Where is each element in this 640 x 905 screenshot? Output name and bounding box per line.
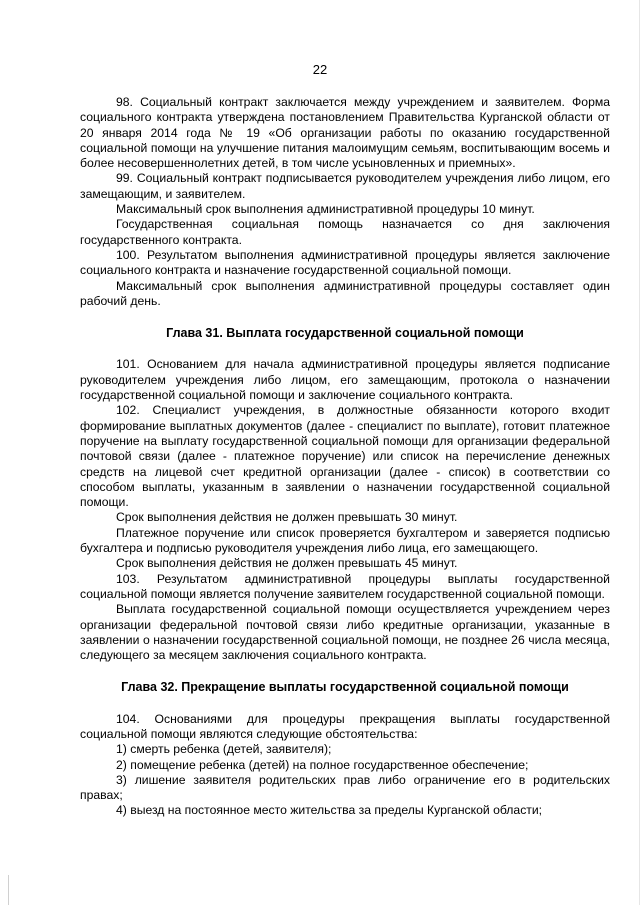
paragraph-102: 102. Специалист учреждения, в должностные обязанности которого входит формирование выплатных документов (далее - специалист по выплате), готовит платежное поручение на выплату государственной социальной помощи для организации федеральной почтовой связи (далее - платежное поручение) или список на перечисление денежных средств на лицевой счет кредитной организации (далее - список) в соответствии со способом выплаты, указанным в заявлении о назначении государственной социальной помощи. — [80, 403, 610, 510]
paragraph-104: 104. Основаниями для процедуры прекращения выплаты государственной социальной помощи являются следующие обстоятельства: — [80, 711, 610, 741]
paragraph-98: 98. Социальный контракт заключается между учреждением и заявителем. Форма социального контракта утверждена постановлением Правительства Курганской области от 20 января 2014 года № 19 «Об организации работы по оказанию государственной социальной помощи на улучшение питания малоимущим семьям, воспитывающим восемь и более несовершеннолетних детей, в том числе усыновленных и приемных». — [80, 95, 610, 171]
paragraph-99-assign: Государственная социальная помощь назначается со дня заключения государственного контракта. — [80, 217, 610, 247]
paragraph-99: 99. Социальный контракт подписывается руководителем учреждения либо лицом, его замещающим, и заявителем. — [80, 171, 610, 201]
paragraph-102-check: Платежное поручение или список проверяется бухгалтером и заверяется подписью бухгалтера и подписью руководителя учреждения либо лица, его замещающего. — [80, 525, 610, 556]
paragraph-100-time: Максимальный срок выполнения административной процедуры составляет один рабочий день. — [80, 278, 610, 308]
list-item-4: 4) выезд на постоянное место жительства за пределы Курганской области; — [116, 803, 543, 818]
paragraph-99-time: Максимальный срок выполнения административной процедуры 10 минут. — [116, 202, 535, 217]
list-item-3: 3) лишение заявителя родительских прав либо ограничение его в родительских правах; — [80, 772, 610, 803]
paragraph-102-time2: Срок выполнения действия не должен превышать 45 минут. — [116, 556, 458, 571]
chapter-31-heading: Глава 31. Выплата государственной социальной помощи — [166, 326, 524, 341]
list-item-2: 2) помещение ребенка (детей) на полное государственное обеспечение; — [116, 757, 529, 772]
list-item-1: 1) смерть ребенка (детей, заявителя); — [116, 742, 332, 757]
document-body — [80, 95, 610, 819]
paragraph-103-payment: Выплата государственной социальной помощи осуществляется учреждением через организации федеральной почтовой связи либо кредитные организации, указанные в заявлении о назначении государственной социальной помощи, не позднее 26 числа месяца, следующего за месяцем заключения социального контракта. — [80, 602, 610, 663]
paragraph-100: 100. Результатом выполнения административной процедуры является заключение социального контракта и назначение государственной социальной помощи. — [80, 247, 610, 278]
paragraph-103: 103. Результатом административной процедуры выплаты государственной социальной помощи является получение заявителем государственной социальной помощи. — [80, 571, 610, 601]
paragraph-102-time: Срок выполнения действия не должен превышать 30 минут. — [116, 510, 458, 525]
chapter-32-heading: Глава 32. Прекращение выплаты государственной социальной помощи — [121, 680, 569, 695]
page-number: 22 — [312, 62, 328, 77]
scan-mark — [8, 875, 9, 905]
paragraph-101: 101. Основанием для начала административной процедуры является подписание руководителем учреждения либо лицом, его замещающим, протокола о назначении государственной социальной помощи и заключение социального контракта. — [80, 357, 610, 403]
